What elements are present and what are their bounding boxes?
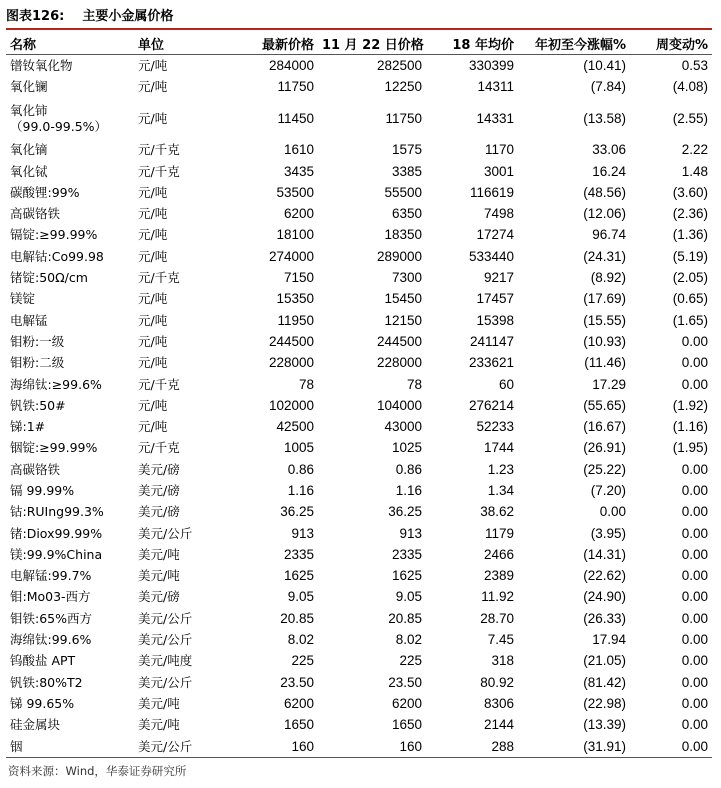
row-ytd: (16.67) (583, 419, 626, 435)
row-avg: 1170 (484, 142, 514, 158)
row-week: 0.00 (681, 717, 708, 733)
row-unit: 元/吨 (138, 355, 168, 371)
row-ytd: (48.56) (583, 184, 626, 200)
row-name: 钴:RUIng99.3% (10, 504, 104, 520)
table-body (6, 55, 712, 758)
table-row (6, 523, 712, 544)
row-ytd: (10.41) (583, 57, 626, 73)
table-row (6, 98, 712, 140)
row-name: 电解锰 (10, 312, 48, 328)
row-avg: 1179 (484, 525, 514, 541)
figure-title (6, 6, 712, 30)
row-prev: 78 (406, 376, 422, 392)
row-week: (1.95) (672, 440, 708, 456)
row-latest: 6200 (283, 695, 314, 711)
row-latest: 15350 (276, 291, 314, 307)
row-name: 氧化镝 (10, 142, 48, 158)
row-prev: 55500 (384, 184, 422, 200)
row-name: 海绵钛:≥99.6% (10, 376, 102, 392)
table-row (6, 353, 712, 374)
row-unit: 元/千克 (138, 163, 180, 179)
row-avg: 14331 (476, 110, 514, 126)
row-avg: 9217 (483, 270, 514, 286)
row-latest: 284000 (268, 57, 314, 73)
row-name: 锑:1# (10, 419, 46, 435)
row-avg: 60 (498, 376, 514, 392)
row-unit: 元/吨 (138, 206, 168, 222)
row-ytd: 16.24 (592, 163, 626, 179)
row-latest: 9.05 (287, 589, 314, 605)
row-name: 钨酸盐 APT (10, 653, 76, 669)
row-unit: 美元/公斤 (138, 674, 193, 690)
row-name (6, 98, 134, 140)
row-week: (1.36) (672, 227, 708, 243)
row-week: 0.00 (681, 461, 708, 477)
row-week: (0.65) (672, 291, 708, 307)
table-row (6, 225, 712, 246)
row-name: 氧化铽 (10, 163, 48, 179)
row-avg: 2144 (483, 717, 514, 733)
row-week: 0.00 (681, 632, 708, 648)
row-name: 铟 (6, 736, 134, 758)
source-note: 资料来源：Wind，华泰证券研究所 (8, 764, 187, 778)
row-prev: 1.16 (395, 482, 422, 498)
row-ytd: (15.55) (583, 312, 626, 328)
table-row (6, 289, 712, 310)
table-row (6, 480, 712, 501)
row-name-line2: （99.0-99.5%） (10, 118, 108, 134)
figure-caption: 主要小金属价格 (82, 9, 174, 24)
row-ytd: (21.05) (583, 653, 626, 669)
table-row (6, 246, 712, 267)
table-row (6, 736, 712, 758)
row-week: (4.08) (672, 78, 708, 94)
row-week: 0.00 (681, 568, 708, 584)
row-week: (2.36) (672, 206, 708, 222)
row-avg: 330399 (468, 57, 514, 73)
row-prev: 2335 (391, 546, 422, 562)
row-unit: 元/吨 (138, 57, 168, 73)
header-prev: 11 月 22 日价格 (318, 32, 426, 55)
row-name: 电解钴:Co99.98 (10, 248, 104, 264)
row-latest: 20.85 (280, 610, 314, 626)
row-name: 钒铁:50# (10, 397, 66, 413)
row-unit: 元/吨 (138, 184, 168, 200)
row-ytd: 17.29 (592, 376, 626, 392)
row-week: 0.00 (681, 653, 708, 669)
row-prev: 289000 (376, 248, 422, 264)
row-latest: 11750 (277, 78, 314, 94)
row-name: 锑 99.65% (10, 695, 75, 711)
row-prev: 228000 (376, 355, 422, 371)
row-ytd: 96.74 (592, 227, 626, 243)
row-week: 0.00 (681, 674, 708, 690)
row-unit: 美元/吨 (138, 546, 180, 562)
row-unit: 元/吨 (138, 333, 168, 349)
row-week: 0.00 (681, 695, 708, 711)
table-row (6, 608, 712, 629)
row-avg: 3001 (483, 163, 514, 179)
row-name: 钒铁:80%T2 (10, 674, 83, 690)
row-latest: 3435 (283, 163, 314, 179)
table-row (6, 161, 712, 182)
row-avg: 318 (491, 653, 514, 669)
table-row (6, 566, 712, 587)
row-name: 硅金属块 (10, 717, 61, 733)
row-latest: 6200 (283, 206, 314, 222)
row-avg: 1744 (483, 440, 514, 456)
row-prev: 0.86 (395, 461, 422, 477)
row-unit: 元/吨 (138, 419, 168, 435)
header-avg: 18 年均价 (426, 32, 518, 55)
table-row (6, 715, 712, 736)
row-latest: 913 (291, 525, 314, 541)
row-name: 氧化镧 (10, 78, 48, 94)
row-name: 电解锰:99.7% (10, 568, 92, 584)
row-prev: 18350 (384, 227, 422, 243)
row-latest: 7150 (283, 270, 314, 286)
row-prev: 23.50 (388, 674, 422, 690)
row-name: 钼粉:一级 (10, 333, 65, 349)
row-latest: 11950 (277, 312, 314, 328)
row-week: 0.00 (681, 610, 708, 626)
row-ytd: (24.31) (583, 248, 626, 264)
row-prev: 225 (399, 653, 422, 669)
row-avg: 17274 (476, 227, 514, 243)
row-ytd: 33.06 (592, 142, 626, 158)
row-avg: 8306 (483, 695, 514, 711)
table-row (6, 182, 712, 203)
row-name: 锗:Diox99.99% (10, 525, 103, 541)
header-latest: 最新价格 (230, 32, 318, 55)
header-name: 名称 (6, 32, 134, 55)
table-row (6, 55, 712, 77)
row-avg: 276214 (468, 397, 514, 413)
row-unit: 美元/公斤 (138, 610, 193, 626)
row-ytd: (31.91) (518, 736, 630, 758)
row-week: (1.16) (672, 419, 708, 435)
row-ytd: (24.90) (583, 589, 626, 605)
header-ytd: 年初至今涨幅% (518, 32, 630, 55)
row-name: 镁锭 (10, 291, 36, 307)
row-ytd: (7.20) (590, 482, 626, 498)
table-row (6, 502, 712, 523)
row-ytd: (7.84) (590, 78, 626, 94)
table-row (6, 140, 712, 161)
row-name: 钼:Mo03-西方 (10, 589, 91, 605)
row-prev: 3385 (391, 163, 422, 179)
row-unit: 美元/磅 (138, 504, 180, 520)
row-unit: 美元/吨 (138, 717, 180, 733)
row-prev: 15450 (384, 291, 422, 307)
row-latest: 78 (298, 376, 314, 392)
table-row (6, 544, 712, 565)
row-ytd: 17.94 (592, 632, 626, 648)
row-latest: 1005 (283, 440, 314, 456)
row-prev: 6200 (391, 695, 422, 711)
row-avg: 533440 (468, 248, 514, 264)
row-prev: 1025 (391, 440, 422, 456)
row-ytd: (26.91) (583, 440, 626, 456)
row-avg: 14311 (477, 78, 514, 94)
row-avg: 241147 (469, 333, 514, 349)
row-week: 1.48 (681, 163, 708, 179)
row-week: (2.55) (672, 110, 708, 126)
row-prev: 20.85 (388, 610, 422, 626)
row-avg: 288 (426, 736, 518, 758)
row-latest: 11450 (277, 110, 314, 126)
row-unit: 元/吨 (138, 291, 168, 307)
row-unit: 美元/吨 (138, 695, 180, 711)
row-unit: 美元/吨度 (138, 653, 193, 669)
row-avg: 1.23 (487, 461, 514, 477)
row-prev: 7300 (391, 270, 422, 286)
row-prev: 1625 (391, 568, 422, 584)
table-row (6, 416, 712, 437)
row-week: 0.00 (681, 546, 708, 562)
row-prev: 160 (318, 736, 426, 758)
row-ytd: (25.22) (583, 461, 626, 477)
row-unit: 美元/公斤 (138, 525, 193, 541)
row-latest: 18100 (276, 227, 314, 243)
row-latest: 53500 (276, 184, 314, 200)
table-row (6, 267, 712, 288)
row-latest: 1625 (283, 568, 314, 584)
row-unit: 美元/磅 (138, 461, 180, 477)
row-latest: 0.86 (287, 461, 314, 477)
row-unit: 美元/磅 (138, 482, 180, 498)
row-avg: 116619 (469, 184, 514, 200)
row-unit: 元/吨 (138, 227, 168, 243)
row-prev: 1650 (391, 717, 422, 733)
row-ytd: (81.42) (583, 674, 626, 690)
row-name: 镉 99.99% (10, 482, 75, 498)
table-row (6, 587, 712, 608)
row-unit: 美元/公斤 (134, 736, 230, 758)
row-week: (3.60) (672, 184, 708, 200)
row-unit: 元/千克 (138, 142, 180, 158)
table-row (6, 693, 712, 714)
row-ytd: (3.95) (590, 525, 626, 541)
row-name: 海绵钛:99.6% (10, 632, 92, 648)
row-name: 钼铁:65%西方 (10, 610, 92, 626)
row-unit: 元/吨 (138, 110, 168, 126)
table-header-row (6, 32, 712, 55)
table-row (6, 672, 712, 693)
table-row (6, 651, 712, 672)
row-ytd: (22.98) (583, 695, 626, 711)
row-latest: 36.25 (280, 504, 314, 520)
row-latest: 42500 (276, 419, 314, 435)
table-row (6, 395, 712, 416)
row-ytd: (13.58) (583, 110, 626, 126)
row-latest: 274000 (268, 248, 314, 264)
row-prev: 244500 (376, 333, 422, 349)
row-unit: 元/吨 (138, 78, 168, 94)
row-latest: 2335 (283, 546, 314, 562)
row-week: 0.00 (681, 376, 708, 392)
row-avg: 2466 (483, 546, 514, 562)
row-name-line1: 氧化铈 (10, 102, 48, 118)
row-week: 0.00 (681, 504, 708, 520)
row-ytd: (22.62) (583, 568, 626, 584)
row-week: 0.00 (630, 736, 712, 758)
row-avg: 15398 (476, 312, 514, 328)
row-avg: 1.34 (487, 482, 514, 498)
row-name: 高碳铬铁 (10, 461, 61, 477)
row-week: 0.00 (681, 333, 708, 349)
row-latest: 228000 (268, 355, 314, 371)
row-week: (1.65) (672, 312, 708, 328)
row-ytd: (11.46) (584, 355, 626, 371)
row-name: 镨钕氧化物 (10, 57, 73, 73)
table-row (6, 374, 712, 395)
row-prev: 104000 (376, 397, 422, 413)
row-unit: 元/吨 (138, 248, 168, 264)
row-prev: 43000 (384, 419, 422, 435)
row-ytd: (12.06) (583, 206, 626, 222)
row-ytd: (17.69) (583, 291, 626, 307)
row-unit: 元/千克 (138, 440, 180, 456)
row-latest: 102000 (268, 397, 314, 413)
row-prev: 9.05 (395, 589, 422, 605)
row-unit: 元/吨 (138, 397, 168, 413)
row-week: 0.00 (681, 525, 708, 541)
table-row (6, 331, 712, 352)
table-row (6, 310, 712, 331)
table-row (6, 629, 712, 650)
row-week: (1.92) (672, 397, 708, 413)
row-ytd: (26.33) (583, 610, 626, 626)
row-prev: 282500 (376, 57, 422, 73)
row-unit: 美元/公斤 (138, 632, 193, 648)
row-avg: 11.92 (481, 589, 514, 605)
row-avg: 80.92 (480, 674, 514, 690)
row-avg: 17457 (476, 291, 514, 307)
row-name: 铟锭:≥99.99% (10, 440, 98, 456)
row-week: 0.53 (681, 57, 708, 73)
row-name: 镉锭:≥99.99% (10, 227, 98, 243)
row-latest: 1.16 (287, 482, 314, 498)
table-row (6, 76, 712, 97)
row-ytd: (8.92) (590, 270, 626, 286)
table-row (6, 438, 712, 459)
row-avg: 52233 (476, 419, 514, 435)
table-row (6, 459, 712, 480)
row-week: 2.22 (681, 142, 708, 158)
figure-label: 图表126: (6, 9, 65, 24)
row-unit: 元/吨 (138, 312, 168, 328)
row-name: 钼粉:二级 (10, 355, 65, 371)
row-avg: 2389 (483, 568, 514, 584)
row-prev: 11750 (385, 110, 422, 126)
row-prev: 36.25 (388, 504, 422, 520)
row-prev: 6350 (391, 206, 422, 222)
row-latest: 8.02 (287, 632, 314, 648)
row-week: 0.00 (681, 589, 708, 605)
row-ytd: 0.00 (599, 504, 626, 520)
row-avg: 7.45 (487, 632, 514, 648)
row-unit: 美元/磅 (138, 589, 180, 605)
row-ytd: (55.65) (583, 397, 626, 413)
price-table (6, 32, 712, 758)
row-unit: 美元/吨 (138, 568, 180, 584)
row-avg: 38.62 (480, 504, 514, 520)
row-week: (5.19) (672, 248, 708, 264)
row-name: 碳酸锂:99% (10, 184, 80, 200)
table-row (6, 203, 712, 224)
row-unit: 元/千克 (138, 270, 180, 286)
row-name: 镁:99.9%China (10, 546, 103, 562)
row-prev: 12250 (384, 78, 422, 94)
row-name: 高碳铬铁 (10, 206, 61, 222)
row-ytd: (14.31) (583, 546, 626, 562)
row-avg: 7498 (483, 206, 514, 222)
row-latest: 244500 (268, 333, 314, 349)
row-latest: 225 (291, 653, 314, 669)
row-latest: 23.50 (280, 674, 314, 690)
row-latest: 1610 (283, 142, 314, 158)
row-prev: 12150 (384, 312, 422, 328)
row-prev: 8.02 (395, 632, 422, 648)
row-week: 0.00 (681, 355, 708, 371)
row-week: (2.05) (672, 270, 708, 286)
row-prev: 1575 (391, 142, 422, 158)
header-unit: 单位 (134, 32, 230, 55)
header-week: 周变动% (630, 32, 712, 55)
row-unit: 元/千克 (138, 376, 180, 392)
row-prev: 913 (399, 525, 422, 541)
row-avg: 28.70 (480, 610, 514, 626)
row-ytd: (10.93) (583, 333, 626, 349)
row-avg: 233621 (468, 355, 514, 371)
row-name: 锗锭:50Ω/cm (10, 270, 88, 286)
row-week: 0.00 (681, 482, 708, 498)
row-latest: 1650 (283, 717, 314, 733)
row-ytd: (13.39) (583, 717, 626, 733)
row-latest: 160 (230, 736, 318, 758)
